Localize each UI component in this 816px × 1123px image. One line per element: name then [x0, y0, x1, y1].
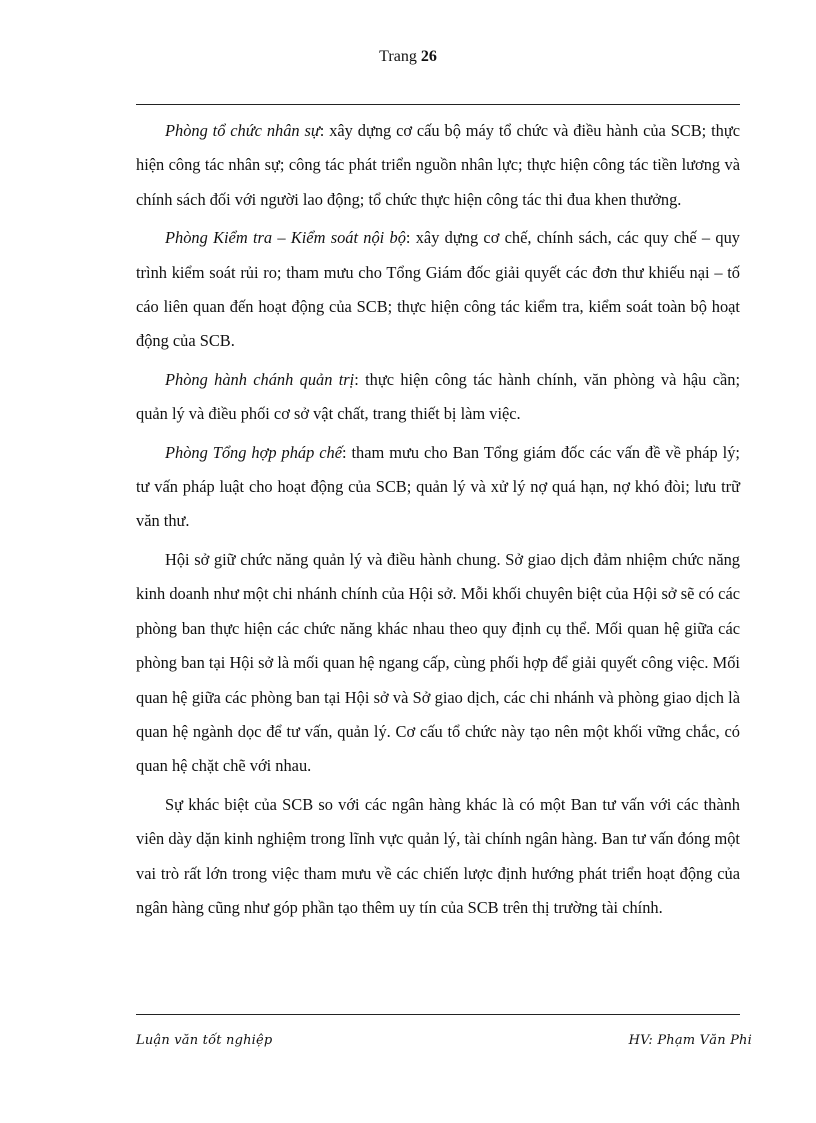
page-header: [0, 48, 816, 66]
paragraph-internal-control: [136, 221, 740, 359]
paragraph-head-office: [136, 543, 740, 784]
paragraph-personnel: [136, 114, 740, 217]
paragraph-text: : xây dựng cơ chế, chính sách, các quy chế – quy trình kiểm soát rủi ro; tham mưu cho Tổng Giám đốc giải quyết các đơn thư khiếu nại – tố cáo liên quan đến hoạt động của SCB; thực hiện công tác kiểm tra, kiểm soát toàn bộ hoạt động của SCB.: [136, 228, 740, 351]
page-footer: [136, 1033, 752, 1048]
paragraph-title: Phòng hành chánh quản trị: [165, 369, 355, 389]
header-divider: [136, 104, 740, 105]
footer-left: Luận văn tốt nghiệp: [136, 1033, 273, 1048]
paragraph-text: : thực hiện công tác hành chính, văn phòng và hậu cần; quản lý và điều phối cơ sở vật chất, trang thiết bị làm việc.: [136, 369, 740, 424]
footer-right: HV: Phạm Văn Phi: [628, 1033, 752, 1048]
paragraph-text: : tham mưu cho Ban Tổng giám đốc các vấn đề về pháp lý; tư vấn pháp luật cho hoạt động của SCB; quản lý và xử lý nợ quá hạn, nợ khó đòi; lưu trữ văn thư.: [136, 442, 740, 531]
paragraph-title: Phòng Kiểm tra – Kiểm soát nội bộ: [165, 228, 406, 248]
paragraph-text: Hội sở giữ chức năng quản lý và điều hành chung. Sở giao dịch đảm nhiệm chức năng kinh doanh như một chi nhánh chính của Hội sở. Mỗi khối chuyên biệt của Hội sở sẽ có các phòng ban thực hiện các chức năng khác nhau theo quy định cụ thể. Mối quan hệ giữa các phòng ban tại Hội sở là mối quan hệ ngang cấp, cùng phối hợp để giải quyết công việc. Mối quan hệ giữa các phòng ban tại Hội sở và Sở giao dịch, các chi nhánh và phòng giao dịch là quan hệ ngành dọc để tư vấn, quản lý. Cơ cấu tổ chức này tạo nên một khối vững chắc, có quan hệ chặt chẽ với nhau.: [136, 549, 740, 776]
document-body: [136, 114, 740, 929]
page-number: 26: [420, 48, 437, 65]
paragraph-legal: [136, 436, 740, 539]
page-label: Trang: [379, 48, 417, 65]
paragraph-title: Phòng Tổng hợp pháp chế: [165, 442, 342, 462]
paragraph-title: Phòng tổ chức nhân sự: [165, 121, 320, 140]
paragraph-administration: [136, 363, 740, 432]
paragraph-advisory-board: [136, 788, 740, 926]
paragraph-text: Sự khác biệt của SCB so với các ngân hàng khác là có một Ban tư vấn với các thành viên dày dặn kinh nghiệm trong lĩnh vực quản lý, tài chính ngân hàng. Ban tư vấn đóng một vai trò rất lớn trong việc tham mưu về các chiến lược định hướng phát triển hoạt động của ngân hàng cũng như góp phần tạo thêm uy tín của SCB trên thị trường tài chính.: [136, 794, 740, 917]
footer-divider: [136, 1014, 740, 1015]
paragraph-text: : xây dựng cơ cấu bộ máy tổ chức và điều hành của SCB; thực hiện công tác nhân sự; công tác phát triển nguồn nhân lực; thực hiện công tác tiền lương và chính sách đối với người lao động; tổ chức thực hiện công tác thi đua khen thưởng.: [136, 121, 740, 209]
